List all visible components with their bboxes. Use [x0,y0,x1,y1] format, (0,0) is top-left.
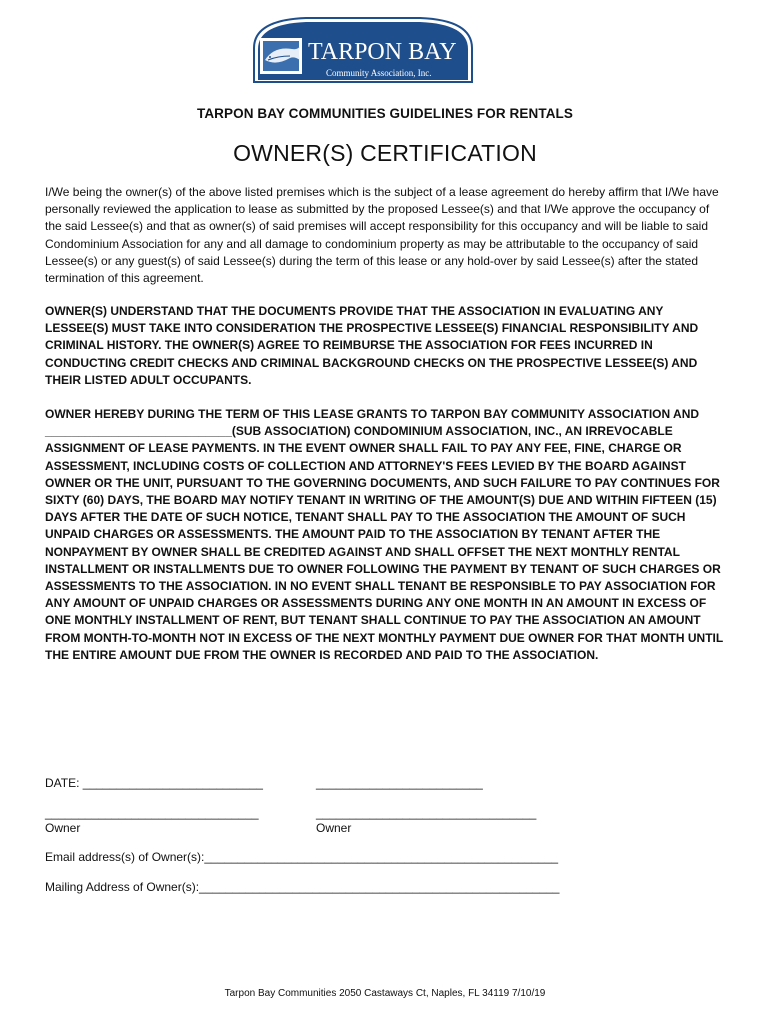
tarpon-bay-logo [246,16,480,84]
date-blank-field[interactable]: _________________________ [316,776,483,790]
email-address-field[interactable]: Email address(s) of Owner(s):_____________________________________________________ [45,850,559,864]
date-field[interactable]: DATE: ___________________________ [45,776,263,790]
document-title: OWNER(S) CERTIFICATION [233,140,537,166]
logo-graphic [246,16,480,84]
logo-name: TARPON BAY [308,39,457,65]
lease-assignment-paragraph: OWNER HEREBY DURING THE TERM OF THIS LEASE GRANTS TO TARPON BAY COMMUNITY ASSOCIATION AND ____________________________(SUB ASSOCIATION) CONDOMINIUM ASSOCIATION, INC., AN IRREVOCABLE ASSIGNMENT OF LEASE PAYMENTS. IN THE EVENT OWNER SHALL FAIL TO PAY ANY FEE, FINE, CHARGE OR ASSESSMENT, INCLUDING COSTS OF COLLECTION AND ATTORNEY'S FEES LEVIED BY THE BOARD AGAINST OWNER OR THE UNIT, PURSUANT TO THE GOVERNING DOCUMENTS, AND SUCH FAILURE TO PAY CONTINUES FOR SIXTY (60) DAYS, THE BOARD MAY NOTIFY TENANT IN WRITING OF THE AMOUNT(S) DUE AND WITHIN FIFTEEN (15) DAYS AFTER THE DATE OF SUCH NOTICE, TENANT SHALL PAY TO THE ASSOCIATION THE AMOUNT OF SUCH UNPAID CHARGES OR ASSESSMENTS. THE AMOUNT PAID TO THE ASSOCIATION BY TENANT AFTER THE NONPAYMENT BY OWNER SHALL BE CREDITED AGAINST AND SHALL OFFSET THE NEXT MONTHLY RENTAL INSTALLMENT OR INSTALLMENTS DUE TO OWNER FOLLOWING THE PAYMENT BY TENANT OF SUCH CHARGES OR ASSESSMENTS TO THE ASSOCIATION. IN NO EVENT SHALL TENANT BE RESPONSIBLE TO PAY ASSOCIATION FOR ANY AMOUNT OF UNPAID CHARGES OR ASSESSMENTS DURING ANY ONE MONTH IN AN AMOUNT IN EXCESS OF ONE MONTHLY INSTALLMENT OF RENT, BUT TENANT SHALL CONTINUE TO PAY THE ASSOCIATION AN AMOUNT FROM MONTH-TO-MONTH NOT IN EXCESS OF THE NEXT MONTHLY PAYMENT DUE OWNER FOR THAT MONTH UNTIL THE ENTIRE AMOUNT DUE FROM THE OWNER IS RECORDED AND PAID TO THE ASSOCIATION. [45,407,723,662]
fish-icon [260,38,302,74]
owner-label-1: Owner [45,821,81,835]
logo-subtitle: Community Association, Inc. [326,68,432,78]
owner-signature-line-1[interactable]: ________________________________ [45,806,259,820]
page-footer: Tarpon Bay Communities 2050 Castaways Ct, Naples, FL 34119 7/10/19 [224,988,546,999]
owner-signature-line-2[interactable]: _________________________________ [316,806,537,820]
certification-paragraph: I/We being the owner(s) of the above listed premises which is the subject of a lease agreement do hereby affirm that I/We have personally reviewed the application to lease as submitted by the proposed Lessee(s) and that I/We approve the occupancy of the said Lessee(s) and that as owner(s) of said premises will accept responsibility for this occupancy and will be liable to said Condominium Association for any and all damage to condominium property as may be attributable to the occupancy of said Lessee(s) or any guest(s) of said Lessee(s) during the term of this lease or any hold-over by said Lessee(s) after the stated termination of this agreement. [45,185,719,286]
document-heading: TARPON BAY COMMUNITIES GUIDELINES FOR RENTALS [196,106,574,121]
owner-label-2: Owner [316,821,352,835]
mailing-address-field[interactable]: Mailing Address of Owner(s):______________________________________________________ [45,880,560,894]
background-check-paragraph: OWNER(S) UNDERSTAND THAT THE DOCUMENTS PROVIDE THAT THE ASSOCIATION IN EVALUATING ANY LESSEE(S) MUST TAKE INTO CONSIDERATION THE PROSPECTIVE LESSEE(S) FINANCIAL RESPONSIBILITY AND CRIMINAL HISTORY. THE OWNER(S) AGREE TO REIMBURSE THE ASSOCIATION FOR FEES INCURRED IN CONDUCTING CREDIT CHECKS AND CRIMINAL BACKGROUND CHECKS ON THE PROSPECTIVE LESSEE(S) AND THEIR LISTED ADULT OCCUPANTS. [45,304,699,387]
